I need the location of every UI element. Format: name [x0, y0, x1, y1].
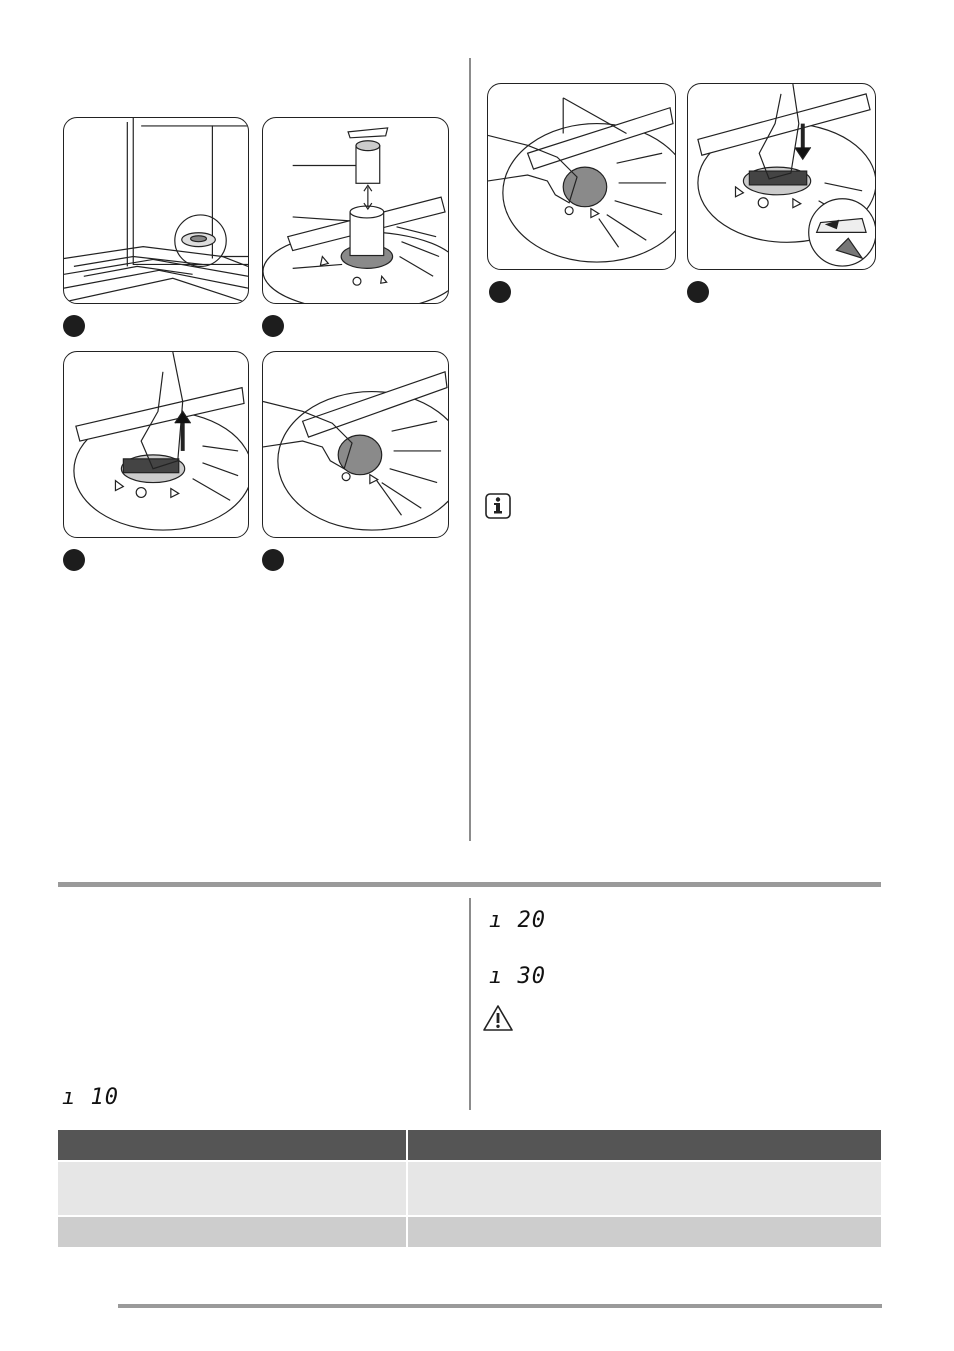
illustration-dishwasher-open	[63, 117, 249, 304]
lock-filter-drawing	[688, 84, 875, 269]
insert-filter-drawing	[488, 84, 675, 269]
step-dot-2	[262, 315, 284, 337]
filter-exploded-drawing	[263, 118, 448, 303]
warning-triangle-icon	[482, 1004, 514, 1032]
footer-rule	[118, 1304, 882, 1308]
illustration-clean-outlet	[262, 351, 449, 538]
info-icon	[485, 493, 511, 519]
step-dot-1	[63, 315, 85, 337]
illustration-lock-filter	[687, 83, 876, 270]
table-row	[58, 1162, 881, 1215]
illustration-filter-exploded	[262, 117, 449, 304]
table-cell	[58, 1217, 408, 1247]
dishwasher-drawing	[64, 118, 248, 303]
table-cell	[408, 1217, 881, 1247]
step-dot-4	[262, 549, 284, 571]
step-dot-3	[63, 549, 85, 571]
display-code-30: ı 30	[489, 964, 546, 989]
table-row	[58, 1217, 881, 1247]
column-divider-top	[469, 58, 471, 841]
illustration-lift-filter	[63, 351, 249, 538]
table-cell	[408, 1162, 881, 1215]
illustration-insert-filter	[487, 83, 676, 270]
display-code-20: ı 20	[489, 908, 546, 933]
lift-filter-drawing	[64, 352, 248, 537]
display-code-10: ı 10	[62, 1085, 119, 1110]
table-header-cell	[58, 1130, 408, 1160]
step-dot-6	[687, 281, 709, 303]
column-divider-bottom	[469, 898, 471, 1110]
clean-outlet-drawing	[263, 352, 448, 537]
section-divider	[58, 882, 881, 887]
table-header-row	[58, 1130, 881, 1160]
step-dot-5	[489, 281, 511, 303]
table-cell	[58, 1162, 408, 1215]
troubleshooting-table	[58, 1130, 881, 1247]
table-header-cell	[408, 1130, 881, 1160]
